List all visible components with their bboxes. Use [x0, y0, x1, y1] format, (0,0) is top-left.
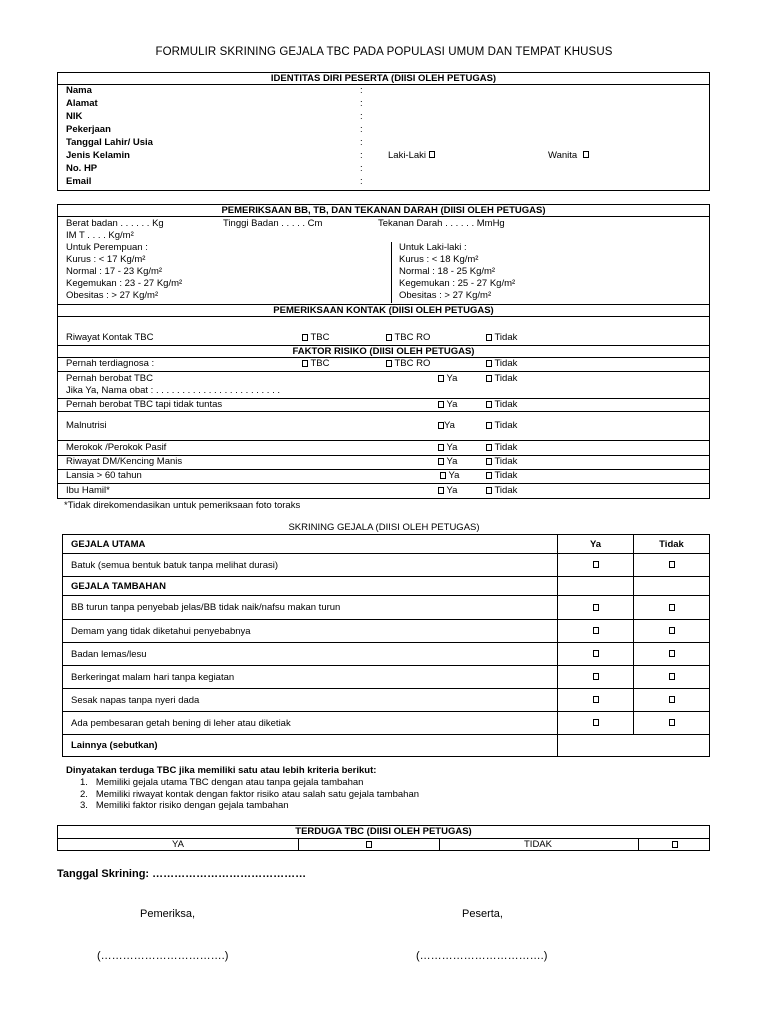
riwayat-dm: Riwayat DM/Kencing Manis	[66, 456, 183, 467]
pernah-didiagnosa: Pernah terdiagnosa :	[66, 358, 155, 369]
field-email[interactable]: Email :	[66, 175, 363, 187]
berobat-ya-checkbox[interactable]	[438, 375, 444, 382]
terduga-header: TERDUGA TBC (DIISI OLEH PETUGAS)	[58, 826, 709, 839]
imt: IM T . . . . Kg/m²	[66, 230, 134, 241]
pernah-berobat: Pernah berobat TBC	[66, 373, 153, 384]
getah-ya-checkbox[interactable]	[593, 719, 599, 726]
signature-pemeriksa[interactable]: (…………………………….)	[97, 950, 229, 962]
riwayat-kontak: Riwayat Kontak TBC	[66, 332, 154, 343]
field-nik[interactable]: NIK :	[66, 110, 363, 122]
tuntas-tidak-checkbox[interactable]	[486, 401, 492, 408]
identitas-section	[57, 72, 710, 191]
demam-ya-checkbox[interactable]	[593, 627, 599, 634]
batuk-tidak-checkbox[interactable]	[669, 561, 675, 568]
tinggi-badan: Tinggi Badan . . . . . Cm	[223, 218, 323, 229]
lainnya-label: Lainnya (sebutkan)	[63, 735, 558, 757]
malnutrisi: Malnutrisi	[66, 420, 107, 431]
field-jenis-kelamin: Jenis Kelamin : Laki-Laki Wanita	[58, 150, 709, 163]
malnutrisi-tidak-checkbox[interactable]	[486, 422, 492, 429]
signature-peserta[interactable]: (…………………………….)	[416, 950, 548, 962]
lansia-ya-checkbox[interactable]	[440, 472, 446, 479]
footnote: *Tidak direkomendasikan untuk pemeriksaan foto toraks	[64, 500, 301, 511]
terduga-tidak-checkbox[interactable]	[672, 841, 678, 848]
laki-checkbox[interactable]	[429, 151, 435, 158]
table-row: BB turun tanpa penyebab jelas/BB tidak naik/nafsu makan turun	[63, 596, 710, 620]
tekanan-darah: Tekanan Darah . . . . . . MmHg	[378, 218, 505, 229]
terduga-ya-label: YA	[172, 839, 184, 850]
hamil-tidak-checkbox[interactable]	[486, 487, 492, 494]
skrining-header: SKRINING GEJALA (DIISI OLEH PETUGAS)	[288, 522, 480, 533]
wanita-checkbox[interactable]	[583, 151, 589, 158]
identitas-header: IDENTITAS DIRI PESERTA (DIISI OLEH PETUGAS)	[58, 73, 709, 85]
keringat-tidak-checkbox[interactable]	[669, 673, 675, 680]
kontak-tbc-checkbox[interactable]	[302, 334, 308, 341]
kontak-tbcro-checkbox[interactable]	[386, 334, 392, 341]
kriteria-list: 1. Memiliki gejala utama TBC dengan atau tanpa gejala tambahan 2. Memiliki riwayat kontak dengan faktor risiko atau salah satu gejala tambahan 3. Memiliki faktor risiko dengan gejala tambahan	[80, 777, 420, 811]
table-row: Batuk (semua bentuk batuk tanpa melihat durasi)	[63, 554, 710, 577]
merokok-ya-checkbox[interactable]	[438, 444, 444, 451]
lainnya-input[interactable]	[558, 735, 710, 757]
col-ya: Ya	[558, 535, 634, 554]
field-nama[interactable]: Nama :	[66, 85, 363, 96]
kriteria-laki: Untuk Laki-laki : Kurus : < 18 Kg/m² Normal : 18 - 25 Kg/m² Kegemukan : 25 - 27 Kg/m² Obesitas : > 27 Kg/m²	[399, 242, 516, 301]
field-pekerjaan[interactable]: Pekerjaan :	[66, 123, 363, 135]
gejala-utama-heading: GEJALA UTAMA	[63, 535, 558, 554]
kontak-header: PEMERIKSAAN KONTAK (DIISI OLEH PETUGAS)	[58, 305, 709, 317]
gejala-tambahan-heading: GEJALA TAMBAHAN	[63, 577, 558, 596]
batuk-ya-checkbox[interactable]	[593, 561, 599, 568]
ibu-hamil: Ibu Hamil*	[66, 485, 110, 496]
getah-tidak-checkbox[interactable]	[669, 719, 675, 726]
diagnosa-tbcro-checkbox[interactable]	[386, 360, 392, 367]
table-row: Badan lemas/lesu	[63, 643, 710, 666]
kriteria-perempuan: Untuk Perempuan : Kurus : < 17 Kg/m² Normal : 17 - 23 Kg/m² Kegemukan : 23 - 27 Kg/m² Obesitas : > 27 Kg/m²	[66, 242, 183, 301]
jika-ya-obat: Jika Ya, Nama obat : . . . . . . . . . . . . . . . . . . . . . . . .	[66, 385, 280, 396]
field-no-hp[interactable]: No. HP :	[66, 162, 363, 174]
pemeriksaan-section: PEMERIKSAAN BB, TB, DAN TEKANAN DARAH (DIISI OLEH PETUGAS) Berat badan . . . . . . Kg Tinggi Badan . . . . . Cm Tekanan Darah . . . . . . MmHg IM T . . . . Kg/m² Untuk Perempuan : Kurus : < 17 Kg/m² Normal : 17 - 23 Kg/m² Kegemukan : 23 - 27 Kg/m² Obesitas : > 27 Kg/m² Untuk Laki-laki : Kurus : < 18 Kg/m² Normal : 18 - 25 Kg/m² Kegemukan : 25 - 27 Kg/m² Obesitas : > 27 Kg/m² PEMERIKSAAN KONTAK (DIISI OLEH PETUGAS) Riwayat Kontak TBC TBC TBC RO Tidak FAKTOR RISIKO (DIISI OLEH PETUGAS) Pernah terdiagnosa : TBC TBC RO Tidak Pernah berobat TBC Jika Ya, Nama obat : . . . . . . . . . . . . . . . . . . . . . . . . Ya Tidak Pernah berobat TBC tapi tidak tuntas Ya Tidak Malnutrisi Ya Tidak Merokok /Perokok Pasif Ya Tidak Riwayat DM/Kencing Manis Ya Tidak Lansia > 60 tahun Ya Tidak Ibu Hamil* Ya Tidak	[57, 204, 710, 499]
hamil-ya-checkbox[interactable]	[438, 487, 444, 494]
diagnosa-tidak-checkbox[interactable]	[486, 360, 492, 367]
merokok-tidak-checkbox[interactable]	[486, 444, 492, 451]
field-alamat[interactable]: Alamat :	[66, 97, 363, 109]
dm-ya-checkbox[interactable]	[438, 458, 444, 465]
keringat-ya-checkbox[interactable]	[593, 673, 599, 680]
table-row: Ada pembesaran getah bening di leher atau diketiak	[63, 712, 710, 735]
bb-tidak-checkbox[interactable]	[669, 604, 675, 611]
skrining-table	[62, 534, 710, 757]
berobat-tidak-checkbox[interactable]	[486, 375, 492, 382]
faktor-header: FAKTOR RISIKO (DIISI OLEH PETUGAS)	[58, 346, 709, 358]
pemeriksaan-header: PEMERIKSAAN BB, TB, DAN TEKANAN DARAH (DIISI OLEH PETUGAS)	[58, 205, 709, 217]
kontak-tidak-checkbox[interactable]	[486, 334, 492, 341]
form-title: FORMULIR SKRINING GEJALA TBC PADA POPULASI UMUM DAN TEMPAT KHUSUS	[155, 46, 613, 58]
tuntas-ya-checkbox[interactable]	[438, 401, 444, 408]
peserta-label: Peserta,	[462, 908, 503, 920]
lansia: Lansia > 60 tahun	[66, 470, 142, 481]
terduga-section	[57, 825, 710, 851]
sesak-ya-checkbox[interactable]	[593, 696, 599, 703]
diagnosa-tbc-checkbox[interactable]	[302, 360, 308, 367]
merokok: Merokok /Perokok Pasif	[66, 442, 167, 453]
table-row: Demam yang tidak diketahui penyebabnya	[63, 620, 710, 643]
pemeriksa-label: Pemeriksa,	[140, 908, 196, 920]
tanggal-skrining[interactable]: Tanggal Skrining: ……………………………………	[57, 868, 307, 880]
bb-ya-checkbox[interactable]	[593, 604, 599, 611]
terduga-ya-checkbox[interactable]	[366, 841, 372, 848]
lansia-tidak-checkbox[interactable]	[486, 472, 492, 479]
terduga-tidak-label: TIDAK	[524, 839, 552, 850]
lemas-ya-checkbox[interactable]	[593, 650, 599, 657]
dm-tidak-checkbox[interactable]	[486, 458, 492, 465]
lemas-tidak-checkbox[interactable]	[669, 650, 675, 657]
berat-badan: Berat badan . . . . . . Kg	[66, 218, 164, 229]
tidak-tuntas: Pernah berobat TBC tapi tidak tuntas	[66, 399, 223, 410]
kriteria-header: Dinyatakan terduga TBC jika memiliki satu atau lebih kriteria berikut:	[66, 765, 377, 776]
demam-tidak-checkbox[interactable]	[669, 627, 675, 634]
field-tanggal-lahir[interactable]: Tanggal Lahir/ Usia :	[66, 136, 363, 148]
sesak-tidak-checkbox[interactable]	[669, 696, 675, 703]
table-row: Sesak napas tanpa nyeri dada	[63, 689, 710, 712]
col-tidak: Tidak	[634, 535, 710, 554]
table-row: Berkeringat malam hari tanpa kegiatan	[63, 666, 710, 689]
